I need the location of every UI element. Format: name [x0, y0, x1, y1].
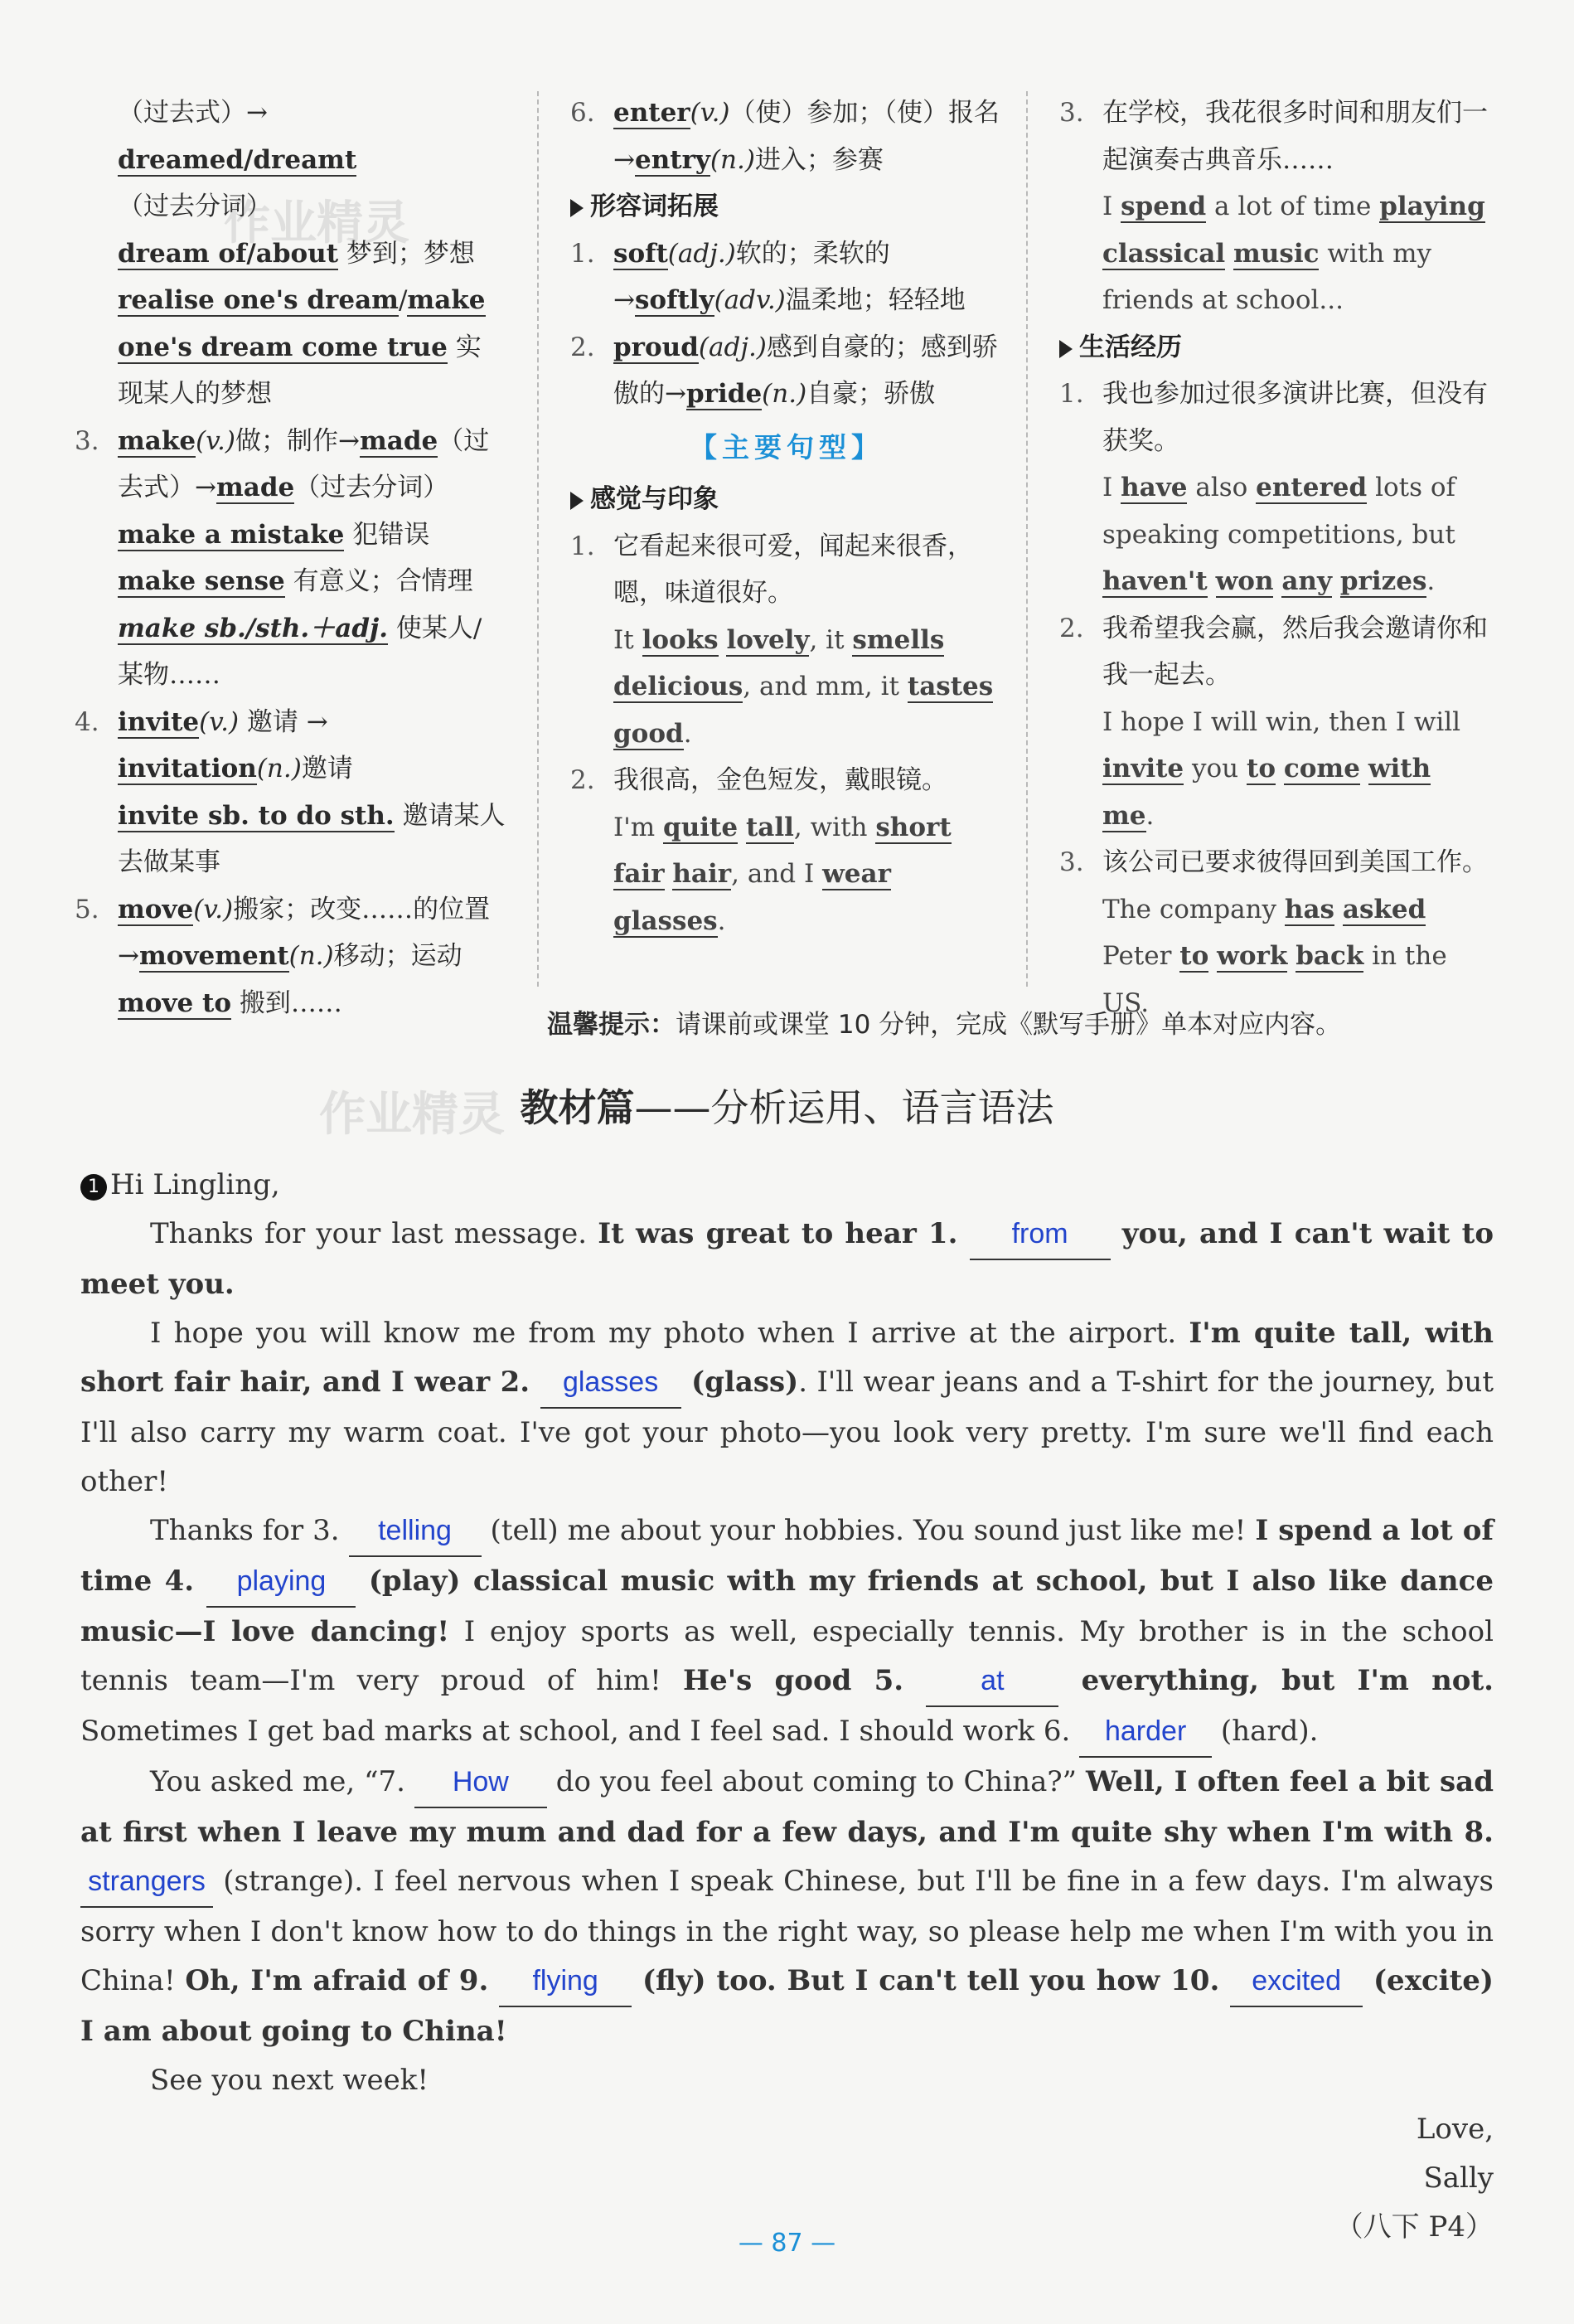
- vocab-entry-enter: 6. enter(v.)（使）参加；（使）报名→entry(n.)进入；参赛: [570, 98, 1000, 175]
- english-sentence: I'm quite tall, with short fair hair, and I wear glasses.: [613, 812, 952, 936]
- answer-blank-3[interactable]: telling: [349, 1506, 482, 1557]
- column-divider: [1026, 91, 1028, 987]
- letter-signoff: Love,: [1416, 2113, 1494, 2146]
- triangle-bullet-icon: [1059, 340, 1073, 358]
- section-heading: 形容词拓展: [570, 183, 1003, 230]
- vocab-entry-invite: 4. invite(v.) 邀请 → invitation(n.)邀请: [75, 706, 353, 784]
- english-sentence: The company has asked Peter to work back in the US.: [1102, 894, 1447, 1018]
- sentence-entry: 2. 我很高，金色短发，戴眼镜。 I'm quite tall, with short fair hair, and I wear glasses.: [570, 757, 1003, 944]
- answer-blank-1[interactable]: from: [970, 1210, 1111, 1260]
- answer-blank-9[interactable]: flying: [499, 1957, 632, 2007]
- column-divider: [537, 91, 539, 987]
- watermark-logo: 作业精灵: [319, 1088, 505, 1142]
- answer-blank-7[interactable]: How: [414, 1758, 547, 1808]
- english-sentence: I have also entered lots of speaking competitions, but haven't won any prizes.: [1102, 473, 1456, 596]
- page-number: — 87 —: [738, 2229, 836, 2258]
- phrase: dream of/about 梦到；梦想: [118, 238, 475, 269]
- phrase: move to 搬到……: [118, 987, 342, 1018]
- sentence-entry: 3. 该公司已要求彼得回到美国工作。 The company has asked Peter to work back in the US.: [1059, 839, 1490, 1026]
- vocab-line: （过去式）→ dreamed/dreamt: [118, 98, 357, 175]
- phrase: make sb./sth.＋adj. 使某人/某物……: [118, 613, 482, 690]
- english-sentence: I spend a lot of time playing classical music with my friends at school...: [1102, 192, 1485, 315]
- answer-blank-6[interactable]: harder: [1079, 1707, 1212, 1758]
- sentence-entry: 3. 在学校，我花很多时间和朋友们一起演奏古典音乐…… I spend a lot of time playing classical music with my friends at school...: [1059, 90, 1490, 324]
- textbook-reference: （八下 P4）: [1334, 2210, 1494, 2244]
- vocab-entry-make: 3. make(v.)做；制作→made（过去式）→made（过去分词）: [75, 425, 490, 502]
- answer-blank-8[interactable]: strangers: [80, 1857, 213, 1908]
- adj-entry-proud: 2. proud(adj.)感到自豪的；感到骄傲的→pride(n.)自豪；骄傲: [570, 332, 998, 409]
- section-title: 教材篇——分析运用、语言语法: [520, 1085, 1054, 1130]
- watermark-logo: 作业精灵: [224, 196, 409, 250]
- vocab-column-2: [570, 90, 1003, 944]
- cloze-letter: [80, 1161, 1494, 2252]
- letter-closing-line: See you next week!: [150, 2064, 429, 2097]
- phrase: realise one's dream/make one's dream come true 实现某人的梦想: [118, 285, 486, 409]
- letter-paragraph: Thanks for your last message. It was great to hear 1. from you, and I can't wait to meet you.: [80, 1210, 1494, 1309]
- answer-blank-4[interactable]: playing: [206, 1557, 356, 1608]
- vocab-column-3: [1059, 90, 1490, 1026]
- section-heading: 感觉与印象: [570, 476, 1003, 523]
- letter-paragraph: I hope you will know me from my photo when I arrive at the airport. I'm quite tall, with short fair hair, and I wear 2. glasses (glass). I'll wear jeans and a T-shirt for the journey, but I'll also carry my warm coat. I've got your photo—you look very pretty. I'm sure we'll find each other!: [80, 1317, 1494, 1498]
- letter-greeting: 1 Hi Lingling,: [80, 1161, 1494, 1210]
- phrase: make a mistake 犯错误: [118, 519, 430, 550]
- adj-entry-soft: 1. soft(adj.)软的；柔软的→softly(adv.)温柔地；轻轻地: [570, 238, 966, 315]
- question-number-badge: 1: [80, 1174, 107, 1201]
- vocab-entry-move: 5. move(v.)搬家；改变……的位置→movement(n.)移动；运动: [75, 894, 491, 971]
- english-sentence: It looks lovely, it smells delicious, and mm, it tastes good.: [613, 624, 994, 749]
- reminder-tip: 温馨提示：请课前或课堂 10 分钟，完成《默写手册》单本对应内容。: [547, 1010, 1342, 1040]
- answer-blank-2[interactable]: glasses: [540, 1358, 681, 1409]
- triangle-bullet-icon: [570, 492, 584, 510]
- phrase: invite sb. to do sth. 邀请某人去做某事: [118, 800, 506, 877]
- letter-paragraph: You asked me, “7. How do you feel about coming to China?” Well, I often feel a bit sad at first when I leave my mum and dad for a few days, and I'm quite shy when I'm with 8. strangers (strange). I feel nervous when I speak Chinese, but I'll be fine in a few days. I'm always sorry when I don't know how to do things in the right way, so please help me when I'm with you in China! Oh, I'm afraid of 9. flying (fly) too. But I can't tell you how 10. excited (excite) I am about going to China!: [80, 1758, 1494, 2056]
- answer-blank-5[interactable]: at: [926, 1657, 1058, 1707]
- answer-blank-10[interactable]: excited: [1230, 1957, 1363, 2007]
- letter-signature: Sally: [1423, 2161, 1494, 2195]
- vocab-line: （过去分词）: [118, 192, 272, 221]
- letter-paragraph: Thanks for 3. telling (tell) me about your hobbies. You sound just like me! I spend a lot of time 4. playing (play) classical music with my friends at school, but I also like dance music—I love dancing! I enjoy sports as well, especially tennis. My brother is in the school tennis team—I'm very proud of him! He's good 5. at everything, but I'm not. Sometimes I get bad marks at school, and I feel sad. I should work 6. harder (hard).: [80, 1506, 1494, 1758]
- section-heading: 生活经历: [1059, 324, 1490, 371]
- phrase: make sense 有意义；合情理: [118, 566, 473, 596]
- triangle-bullet-icon: [570, 199, 584, 217]
- sentence-patterns-banner: 【主要句型】: [690, 430, 884, 463]
- english-sentence: I hope I will win, then I will invite you to come with me.: [1102, 706, 1461, 831]
- sentence-entry: 1. 我也参加过很多演讲比赛，但没有获奖。 I have also entered lots of speaking competitions, but haven't won any prizes.: [1059, 371, 1490, 605]
- sentence-entry: 2. 我希望我会赢，然后我会邀请你和我一起去。 I hope I will win, then I will invite you to come with me.: [1059, 605, 1490, 840]
- sentence-entry: 1. 它看起来很可爱，闻起来很香，嗯，味道很好。 It looks lovely, it smells delicious, and mm, it tastes good.: [570, 523, 1003, 758]
